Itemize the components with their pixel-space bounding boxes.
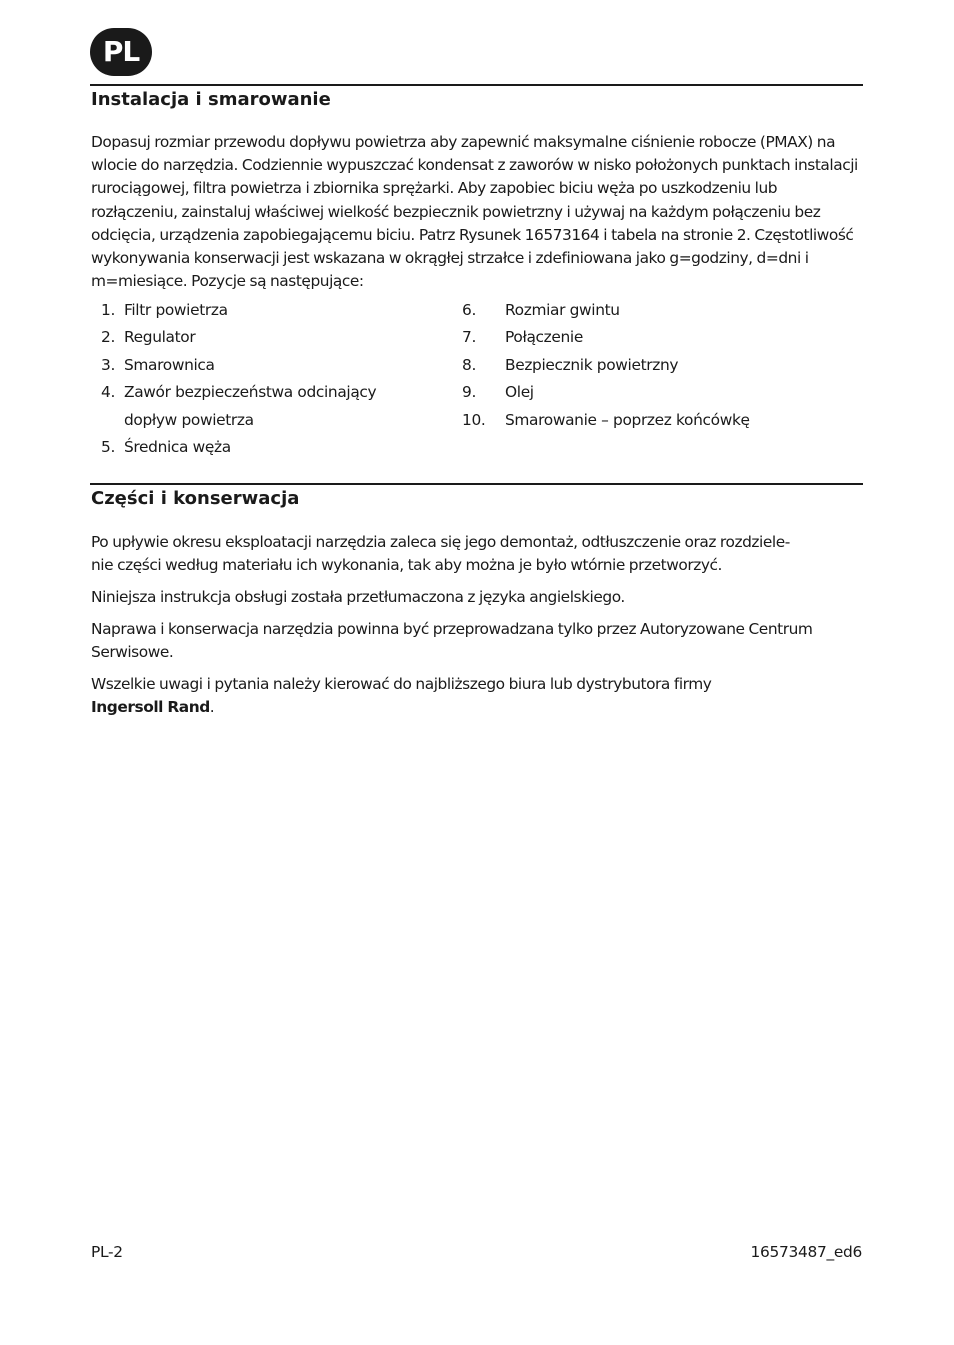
- parts-paragraph-contact: [91, 673, 866, 719]
- list-item-number: 2.: [101, 328, 115, 347]
- list-item-number: 1.: [101, 301, 115, 319]
- list-item-label: Smarownica: [124, 355, 215, 374]
- list-item-number: 6.: [462, 301, 476, 319]
- list-item-label: Średnica węża: [124, 438, 231, 457]
- list-item-label: Olej: [505, 383, 534, 402]
- list-item: [462, 297, 862, 324]
- list-item-number: 4.: [101, 383, 115, 402]
- list-item-label: Filtr powietrza: [124, 301, 228, 319]
- contact-text: Wszelkie uwagi i pytania należy kierować do najbliższego biura lub dystrybutora firmy: [91, 675, 712, 693]
- list-item: [91, 352, 431, 379]
- list-item-number: 7.: [462, 328, 476, 347]
- brand-name: Ingersoll Rand: [91, 698, 210, 717]
- section-heading-installation: Instalacja i smarowanie: [91, 89, 331, 110]
- list-item: [462, 324, 862, 351]
- list-item: [462, 407, 862, 434]
- list-item-number: 3.: [101, 355, 115, 374]
- list-item-label: Regulator: [124, 328, 196, 347]
- recycling-line-1: Po upływie okresu eksploatacji narzędzia zaleca się jego demontaż, odtłuszczenie oraz rozdziele-: [91, 533, 790, 551]
- list-item: [462, 379, 862, 406]
- parts-paragraph-translation: Niniejsza instrukcja obsługi została przetłumaczona z języka angielskiego.: [91, 588, 625, 606]
- list-item-number: 10.: [462, 410, 486, 429]
- parts-paragraph-service: Naprawa i konserwacja narzędzia powinna być przeprowadzana tylko przez Autoryzowane Centrum Serwisowe.: [91, 620, 813, 662]
- section-divider-parts: [90, 483, 863, 485]
- installation-paragraph: Dopasuj rozmiar przewodu dopływu powietrza aby zapewnić maksymalne ciśnienie robocze (PMAX) na wlocie do narzędzia. Codziennie wypuszczać kondensat z zaworów w nisko położonych punktach instalacji rurociągowej, filtra powietrza i zbiornika sprężarki. Aby zapobiec biciu węża po uszkodzeniu lub rozłączeniu, zainstaluj właściwej wielkość bezpiecznik powietrzny i używaj na każdym połączeniu bez odcięcia, urządzenia zapobiegającemu biciu. Patrz Rysunek 16573164 i tabela na stronie 2. Częstotliwość wykonywania konserwacji jest wskazana w okrągłej strzałce i zdefiniowana jako g=godziny, d=dni i m=miesiące. Pozycje są następujące:: [91, 133, 858, 291]
- list-item-label: Połączenie: [505, 328, 583, 347]
- list-item: [91, 297, 431, 324]
- section-heading-parts: Części i konserwacja: [91, 488, 300, 509]
- list-item-number: 9.: [462, 383, 476, 402]
- list-item: [462, 352, 862, 379]
- recycling-line-2: nie części według materiału ich wykonania, tak aby można je było wtórnie przetworzyć.: [91, 556, 722, 575]
- list-item-label: Smarowanie – poprzez końcówkę: [505, 410, 750, 429]
- components-list-right: [462, 297, 862, 434]
- list-item-number: 8.: [462, 355, 476, 374]
- document-id: 16573487_ed6: [750, 1243, 862, 1261]
- components-list-left: [91, 297, 431, 461]
- list-item-number: 5.: [101, 438, 115, 457]
- list-item: [91, 434, 431, 461]
- list-item: [91, 324, 431, 351]
- page-number: PL-2: [91, 1243, 123, 1261]
- list-item-label: Zawór bezpieczeństwa odcinający dopływ powietrza: [124, 383, 377, 429]
- list-item-label: Bezpiecznik powietrzny: [505, 355, 679, 374]
- list-item: [91, 379, 431, 434]
- language-badge: PL: [90, 28, 152, 76]
- section-divider-top: [90, 84, 863, 86]
- parts-paragraph-recycling: [91, 531, 866, 577]
- list-item-label: Rozmiar gwintu: [505, 301, 620, 319]
- contact-end: .: [209, 698, 215, 717]
